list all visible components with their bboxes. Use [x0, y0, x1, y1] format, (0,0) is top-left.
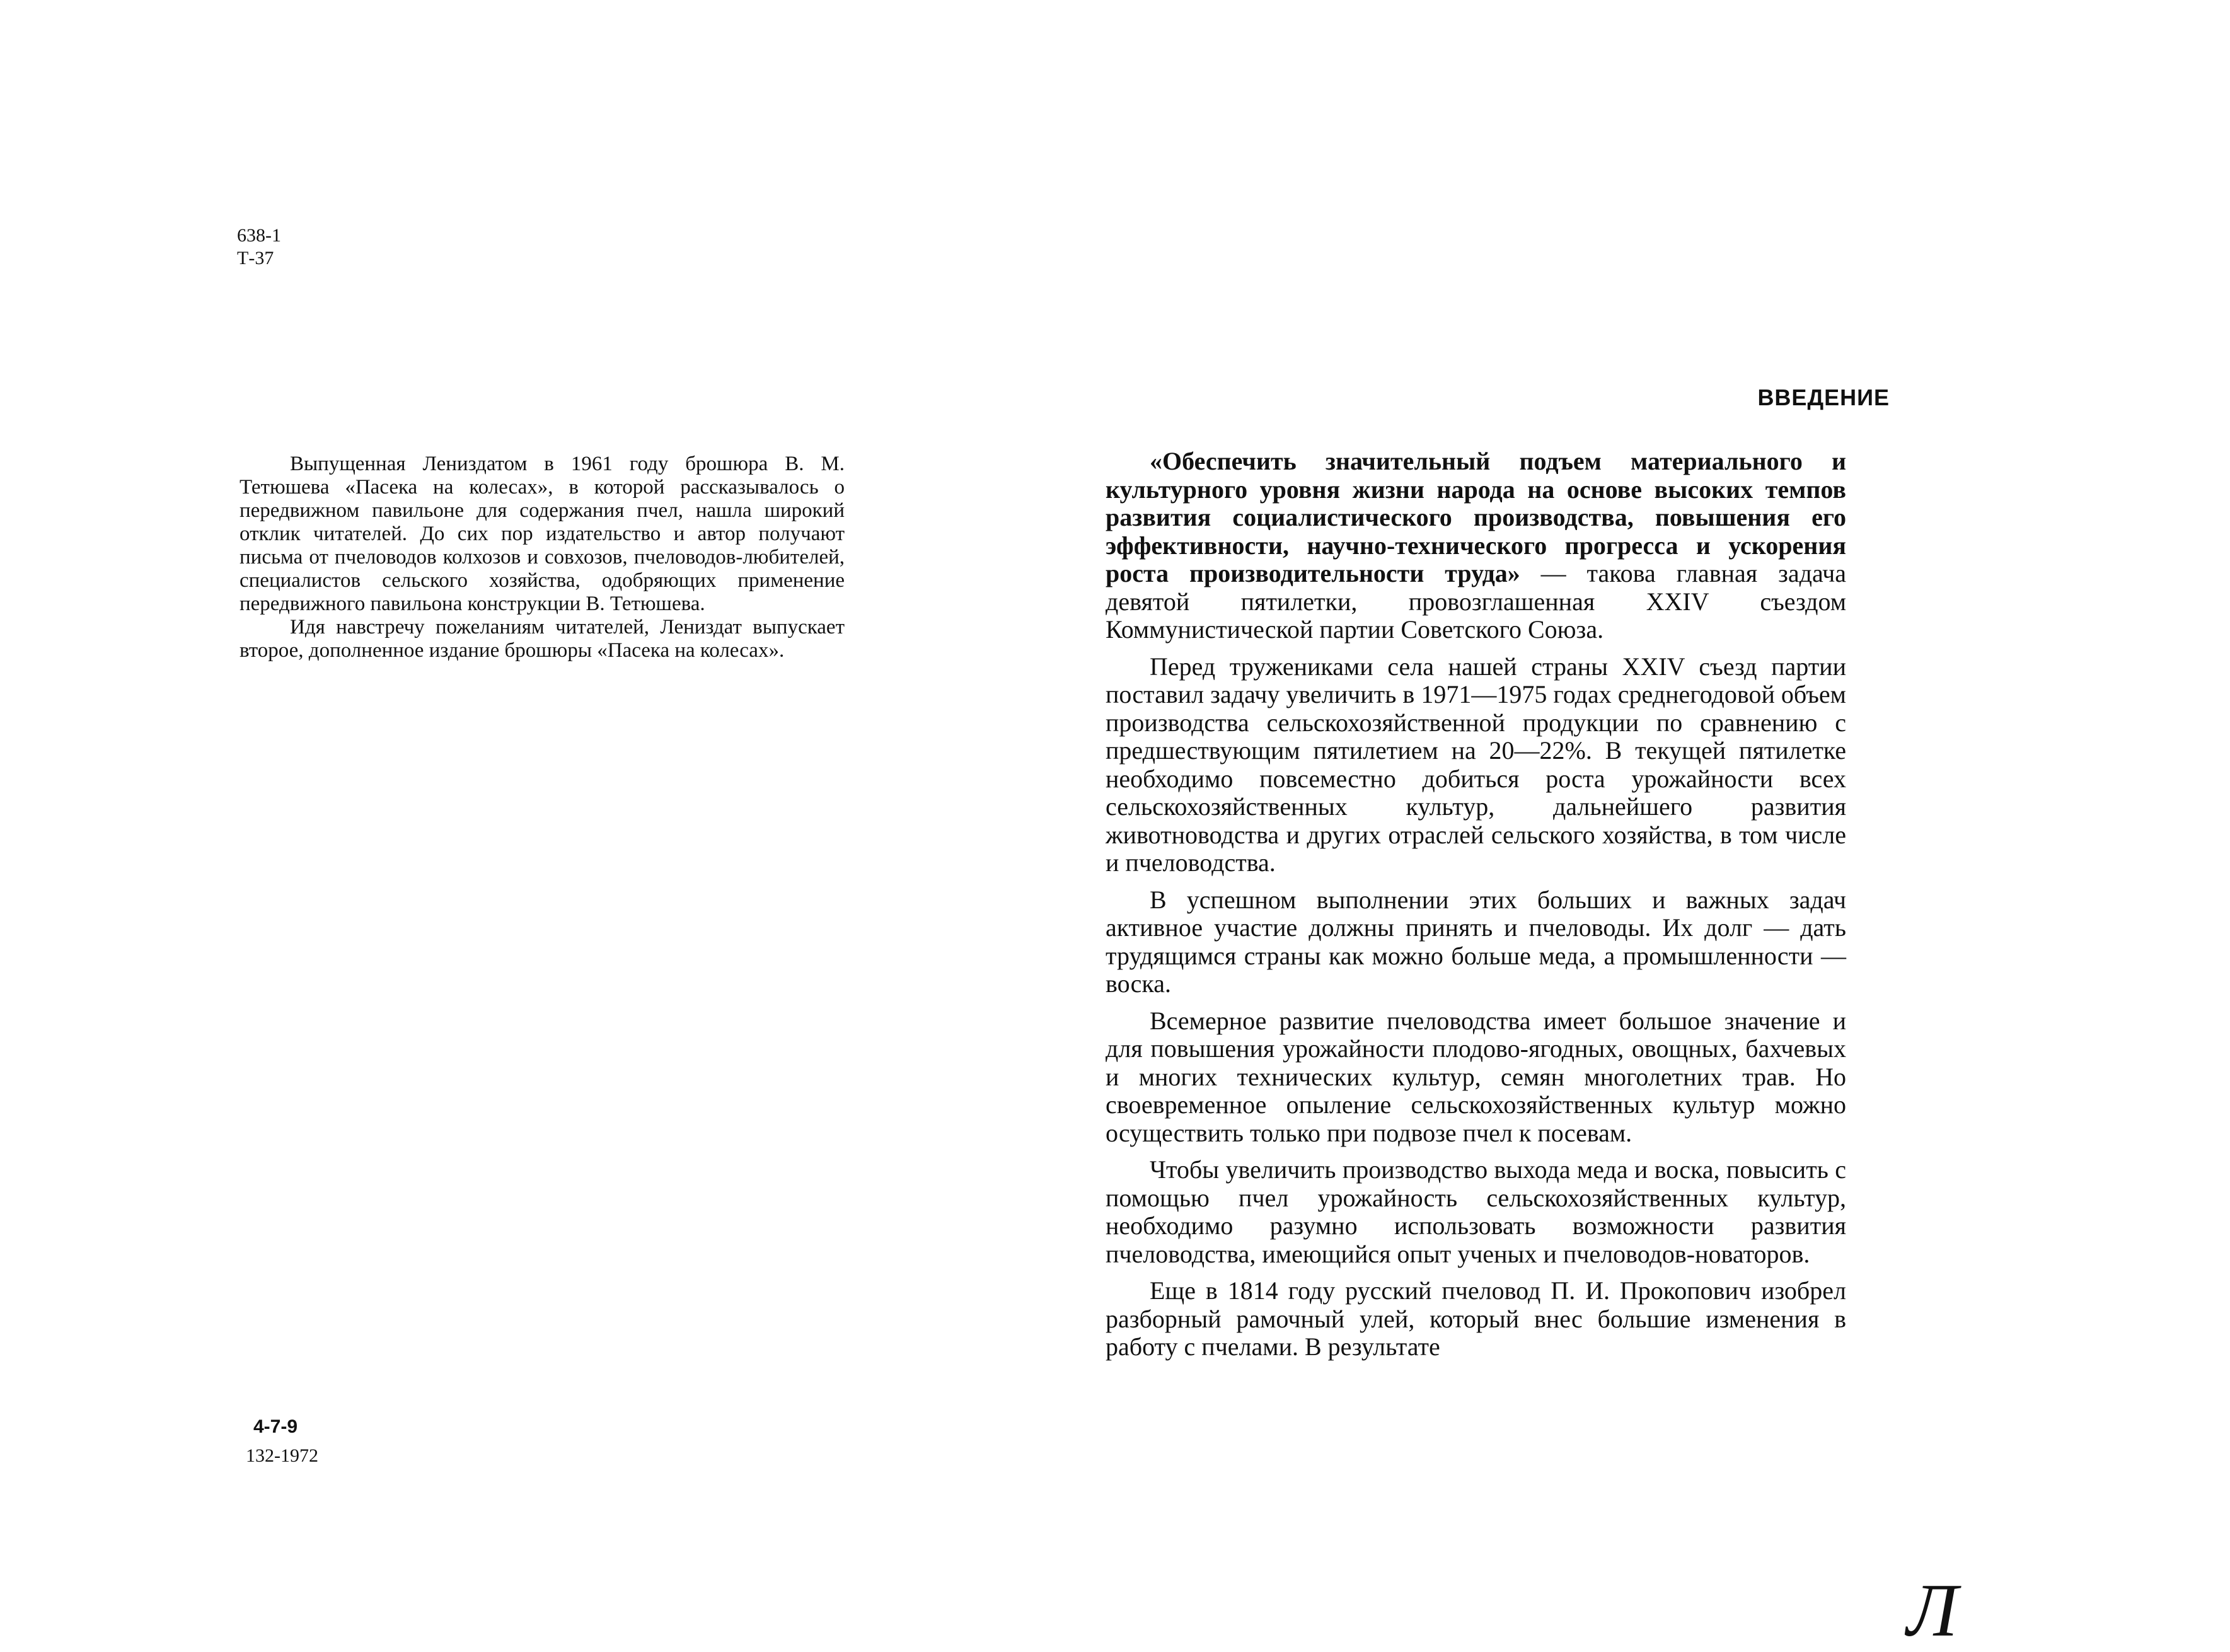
classification-code: 638-1: [237, 225, 281, 246]
page-title: ВВЕДЕНИЕ: [1757, 384, 1890, 410]
author-mark: Т-37: [237, 248, 274, 269]
body-paragraph: Еще в 1814 году русский пчеловод П. И. Прокопович изобрел разборный рамочный улей, который внес большие изменения в работу с пчелами. В результате: [1106, 1276, 1846, 1361]
body-paragraph: Всемерное развитие пчеловодства имеет большое значение и для повышения урожайности плодово-ягодных, овощных, бахчевых и многих технических культур, семян многолетних трав. Но своевременное опыление сельскохозяйственных культур можно осуществить только при подвозе пчел к посевам.: [1106, 1006, 1846, 1147]
left-page: [0, 0, 1115, 1636]
body-paragraph: Чтобы увеличить производство выхода меда и воска, повысить с помощью пчел урожайность сельскохозяйственных культур, необходимо разумно использовать возможности развития пчеловодства, имеющийся опыт ученых и пчеловодов-новаторов.: [1106, 1155, 1846, 1268]
imprint-number: 132-1972: [246, 1445, 318, 1466]
annotation: [240, 453, 845, 662]
annotation-paragraph: Выпущенная Лениздатом в 1961 году брошюра В. М. Тетюшева «Пасека на колесах», в которой рассказывалось о передвижном павильоне для содержания пчел, нашла широкий отклик читателей. До сих пор издательство и автор получают письма от пчеловодов колхозов и совхозов, пчеловодов-любителей, специалистов сельского хозяйства, одобряющих применение передвижного павильона конструкции В. Тетюшева.: [240, 453, 845, 615]
intro-paragraph: [1106, 448, 1846, 644]
intro-rest: — такова главная задача девятой пятилетки, провозглашенная XXIV съездом Коммунистической партии Советского Союза.: [1106, 559, 1846, 644]
body-paragraph: В успешном выполнении этих больших и важных задач активное участие должны принять и пчеловоды. Их долг — дать трудящимся страны как можно больше меда, а промышленности — воска.: [1106, 885, 1846, 998]
body-paragraph: Перед тружениками села нашей страны XXIV съезд партии поставил задачу увеличить в 1971—1975 годах среднегодовой объем производства сельскохозяйственной продукции по сравнению с предшествующим пятилетием на 20—22%. В текущей пятилетке необходимо повсеместно добиться роста урожайности всех сельскохозяйственных культур, дальнейшего развития животноводства и других отраслей сельского хозяйства, в том числе и пчеловодства.: [1106, 652, 1846, 877]
main-text: [1106, 448, 1846, 1361]
intro-quote: «Обеспечить значительный подъем материального и культурного уровня жизни народа на основе высоких темпов развития социалистического производства, повышения его эффективности, научно-технического прогресса и ускорения роста производительности труда»: [1106, 447, 1846, 587]
corner-mark: Л: [1907, 1568, 1958, 1652]
annotation-paragraph: Идя навстречу пожеланиям читателей, Лениздат выпускает второе, дополненное издание брошюры «Пасека на колесах».: [240, 616, 845, 662]
imprint-code: 4-7-9: [253, 1416, 298, 1437]
